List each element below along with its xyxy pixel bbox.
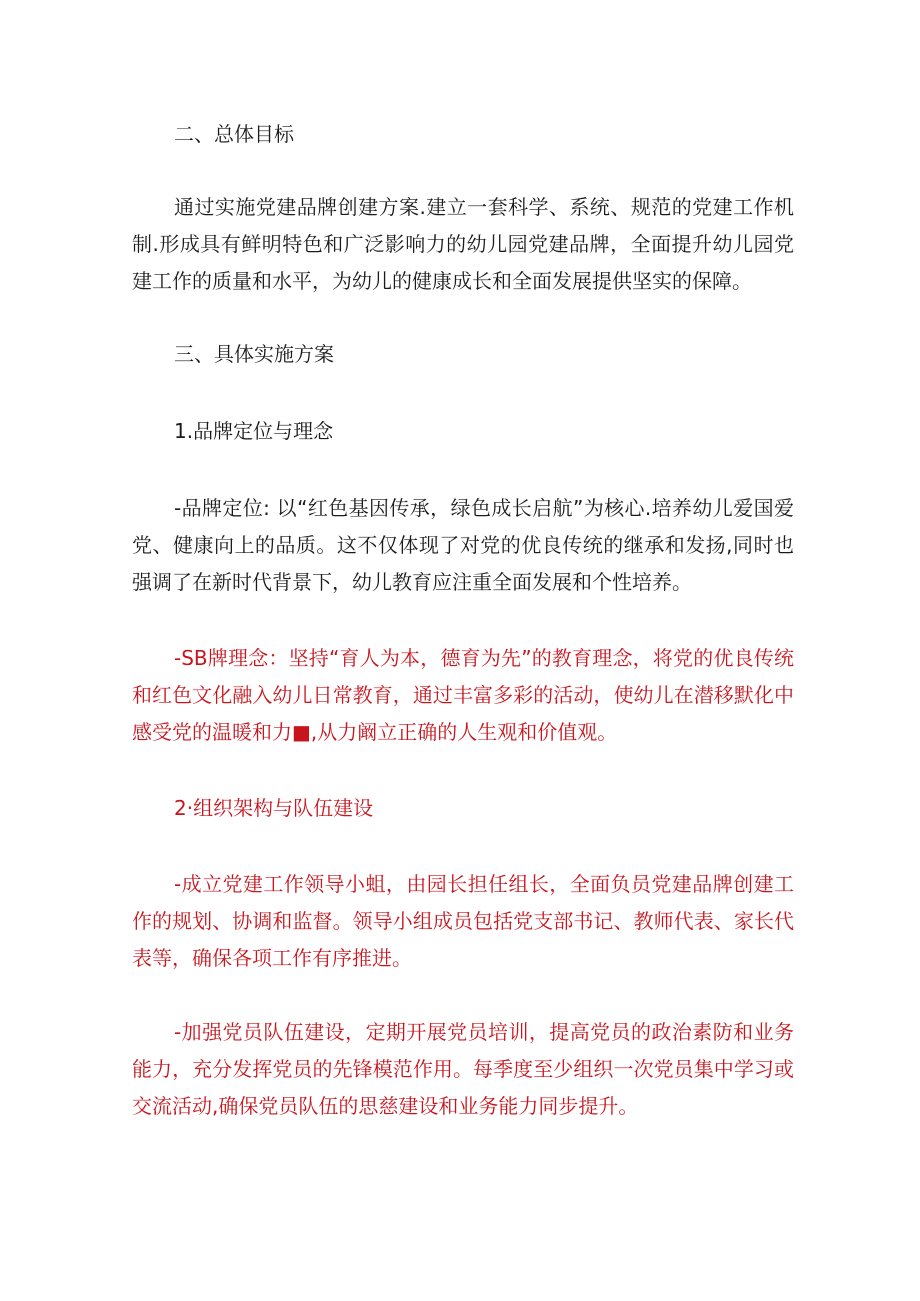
paragraph-overall-goal: 通过实施党建品牌创建方案.建立一套科学、系统、规范的党建工作机制.形成具有鲜明特色和广泛影响力的幼儿园党建品牌，全面提升幼儿园党建工作的质量和水平，为幼儿的健康成长和全面发展提供坚实的保障。 xyxy=(132,195,794,293)
paragraph-brand-concept: -SB牌理念：坚持“育人为本，德育为先”的教育理念，将党的优良传统和红色文化融入幼儿日常教育，通过丰富多彩的活动，使幼儿在潜移默化中感受党的温暖和力■,从力阚立正确的人生观和价值观。 xyxy=(132,646,794,744)
paragraph-party-member-team: -加强党员队伍建设，定期开展党员培训，提高党员的政治素防和业务能力，充分发挥党员的先锋模范作用。每季度至少组织一次党员集中学习或交流活动,确保党员队伍的思慈建设和业务能力同步提升。 xyxy=(132,1020,794,1118)
section-heading-overall-goal: 二、总体目标 xyxy=(174,122,294,146)
subheading-organization-team: 2·组织架构与队伍建设 xyxy=(174,796,374,820)
subheading-brand-positioning: 1.品牌定位与理念 xyxy=(174,419,334,443)
section-heading-implementation-plan: 三、具体实施方案 xyxy=(174,342,334,366)
paragraph-brand-positioning: -品牌定位: 以“红色基因传承，绿色成长启航”为核心.培养幼儿爱国爱党、健康向上的品质。这不仅体现了对党的优良传统的继承和发扬,同时也强调了在新时代背景下，幼儿教育应注重全面发展和个性培养。 xyxy=(132,496,794,594)
paragraph-leadership-group: -成立党建工作领导小蛆，由园长担任组长，全面负员党建品牌创建工作的规划、协调和监督。领导小组成员包括党支部书记、教师代表、家长代表等，确保各项工作有序推进。 xyxy=(132,872,794,970)
